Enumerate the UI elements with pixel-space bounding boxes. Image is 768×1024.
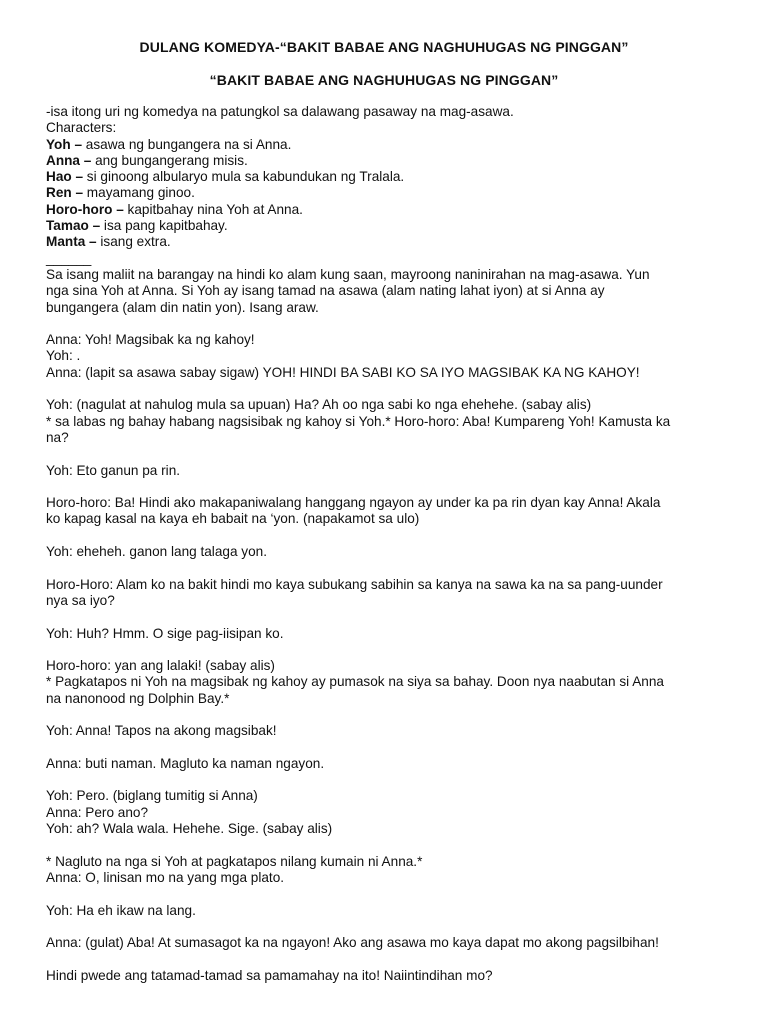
paragraph-gap (46, 707, 736, 723)
paragraph-gap (46, 528, 736, 544)
paragraph-gap (46, 560, 736, 576)
script-line: Horo-Horo: Alam ko na bakit hindi mo kaya subukang sabihin sa kanya na sawa ka na sa pang-uunder (46, 576, 663, 592)
script-line: bungangera (alam din natin yon). Isang araw. (46, 299, 319, 315)
paragraph-gap (46, 772, 736, 788)
character-name: Tamao – (46, 218, 101, 234)
script-line: na nanonood ng Dolphin Bay.* (46, 690, 230, 706)
character-entry (46, 218, 736, 234)
character-description: isang extra. (96, 234, 171, 250)
script-line: ko kapag kasal na kaya eh babait na ‘yon. (napakamot sa ulo) (46, 511, 420, 527)
document-title: DULANG KOMEDYA-“BAKIT BABAE ANG NAGHUHUGAS NG PINGGAN” (139, 39, 629, 55)
character-name: Horo-horo – (46, 201, 124, 217)
character-entry (46, 234, 736, 250)
character-name: Anna – (46, 152, 92, 168)
script-line: nga sina Yoh at Anna. Si Yoh ay isang tamad na asawa (alam nating lahat iyon) at si Anna ay (46, 283, 605, 299)
script-line: nya sa iyo? (46, 592, 115, 608)
script-line: Sa isang maliit na barangay na hindi ko alam kung saan, mayroong naninirahan na mag-asawa. Yun (46, 266, 650, 282)
paragraph-gap (46, 642, 736, 658)
character-entry (46, 153, 736, 169)
section-divider: ______ (46, 250, 92, 266)
character-description: ang bungangerang misis. (91, 152, 248, 168)
script-line: Yoh: Pero. (biglang tumitig si Anna) (46, 788, 258, 804)
script-line: Yoh: ah? Wala wala. Hehehe. Sige. (sabay alis) (46, 821, 333, 837)
character-list (46, 137, 736, 251)
script-line: Anna: O, linisan mo na yang mga plato. (46, 869, 285, 885)
paragraph-gap (46, 381, 736, 397)
character-entry (46, 169, 736, 185)
character-name: Manta – (46, 234, 97, 250)
script-line: * Nagluto na nga si Yoh at pagkatapos nilang kumain ni Anna.* (46, 853, 423, 869)
script-line: Yoh: Ha eh ikaw na lang. (46, 902, 196, 918)
script-line: Anna: buti naman. Magluto ka naman ngayon. (46, 755, 325, 771)
character-entry (46, 137, 736, 153)
character-entry (46, 202, 736, 218)
script-line: Yoh: . (46, 348, 81, 364)
character-description: asawa ng bungangera na si Anna. (82, 136, 292, 152)
character-entry (46, 185, 736, 201)
paragraph-gap (46, 951, 736, 967)
paragraph-gap (46, 837, 736, 853)
character-name: Yoh – (46, 136, 83, 152)
paragraph-gap (46, 446, 736, 462)
paragraph-gap (46, 919, 736, 935)
characters-heading: Characters: (46, 120, 117, 136)
script-line: Yoh: eheheh. ganon lang talaga yon. (46, 544, 267, 560)
script-line: Anna: (lapit sa asawa sabay sigaw) YOH! HINDI BA SABI KO SA IYO MAGSIBAK KA NG KAHOY! (46, 364, 640, 380)
script-text (46, 267, 736, 984)
document-subtitle: “BAKIT BABAE ANG NAGHUHUGAS NG PINGGAN” (209, 72, 559, 88)
script-line: Yoh: Huh? Hmm. O sige pag-iisipan ko. (46, 625, 284, 641)
character-description: isa pang kapitbahay. (100, 218, 228, 234)
document-body (46, 104, 736, 984)
script-line: Yoh: (nagulat at nahulog mula sa upuan) Ha? Ah oo nga sabi ko nga ehehehe. (sabay alis) (46, 397, 592, 413)
script-line: Horo-horo: Ba! Hindi ako makapaniwalang hanggang ngayon ay under ka pa rin dyan kay Anna! Akala (46, 495, 661, 511)
script-line: * sa labas ng bahay habang nagsisibak ng kahoy si Yoh.* Horo-horo: Aba! Kumpareng Yoh! Kamusta ka (46, 413, 671, 429)
script-line: Yoh: Anna! Tapos na akong magsibak! (46, 723, 277, 739)
script-line: Anna: Pero ano? (46, 804, 149, 820)
character-description: si ginoong albularyo mula sa kabundukan ng Tralala. (83, 169, 405, 185)
paragraph-gap (46, 609, 736, 625)
character-name: Hao – (46, 169, 84, 185)
character-name: Ren – (46, 185, 84, 201)
script-line: Anna: Yoh! Magsibak ka ng kahoy! (46, 332, 255, 348)
intro-line: -isa itong uri ng komedya na patungkol sa dalawang pasaway na mag-asawa. (46, 104, 514, 119)
character-description: mayamang ginoo. (83, 185, 195, 201)
script-line: Yoh: Eto ganun pa rin. (46, 462, 181, 478)
paragraph-gap (46, 479, 736, 495)
paragraph-gap (46, 316, 736, 332)
script-line: na? (46, 429, 69, 445)
script-line: Horo-horo: yan ang lalaki! (sabay alis) (46, 658, 275, 674)
character-description: kapitbahay nina Yoh at Anna. (123, 201, 303, 217)
paragraph-gap (46, 740, 736, 756)
script-line: * Pagkatapos ni Yoh na magsibak ng kahoy ay pumasok na siya sa bahay. Doon nya naabutan si Anna (46, 674, 664, 690)
paragraph-gap (46, 886, 736, 902)
script-line: Hindi pwede ang tatamad-tamad sa pamamahay na ito! Naiintindihan mo? (46, 967, 493, 983)
script-line: Anna: (gulat) Aba! At sumasagot ka na ngayon! Ako ang asawa mo kaya dapat mo akong pagsilbihan! (46, 935, 659, 951)
